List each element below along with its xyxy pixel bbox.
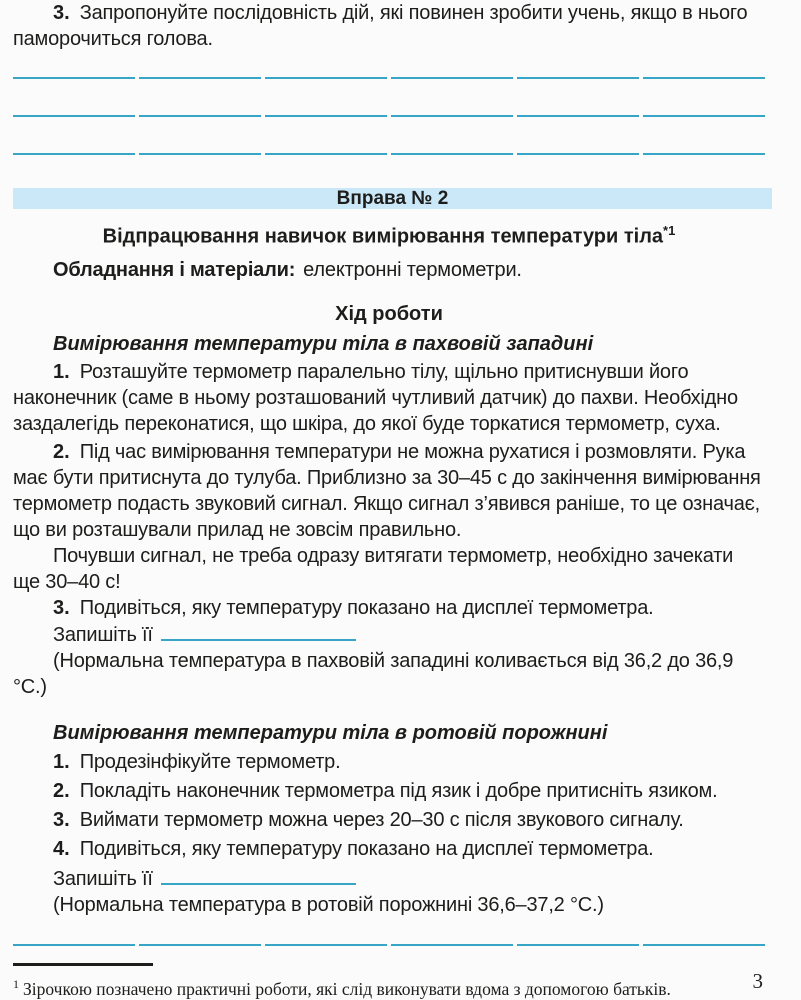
record-write-line bbox=[161, 621, 356, 641]
write-line bbox=[13, 77, 765, 79]
exercise-band-title: Вправа № 2 bbox=[336, 188, 449, 209]
record-label: Запишіть її bbox=[53, 867, 153, 890]
exercise-title bbox=[13, 218, 765, 250]
equipment-line bbox=[13, 257, 765, 283]
step-paragraph bbox=[13, 749, 765, 775]
exercise-band bbox=[13, 188, 772, 209]
step-number: 1. bbox=[53, 750, 70, 773]
step-text: Виймати термометр можна через 20–30 с після звукового сигналу. bbox=[79, 808, 684, 831]
step-number: 2. bbox=[53, 779, 70, 802]
step-paragraph bbox=[13, 359, 765, 437]
step-paragraph bbox=[13, 807, 765, 833]
step-text: Подивіться, яку температуру показано на дисплеї термометра. bbox=[79, 596, 654, 619]
step-text: Покладіть наконечник термометра під язик і добре притисніть язиком. bbox=[79, 779, 718, 802]
record-write-line bbox=[161, 865, 356, 885]
step-text: Розташуйте термометр паралельно тілу, щільно притиснувши його наконечник (саме в ньому розташований чутливий датчик) до пахви. Необхідно заздалегідь переконатися, що шкіра, до якої буде торкатися термометр, суха. bbox=[13, 360, 738, 435]
step-number: 3. bbox=[53, 808, 70, 831]
procedure-heading: Хід роботи bbox=[335, 302, 443, 325]
step-paragraph bbox=[13, 595, 765, 621]
exercise-title-text: Відпрацювання навичок вимірювання температури тіла bbox=[102, 225, 664, 248]
intro-task-paragraph bbox=[13, 0, 765, 52]
note-paragraph: Почувши сигнал, не треба одразу витягати термометр, необхідно зачекати ще 30–40 с! bbox=[13, 544, 734, 593]
intro-task-number: 3. bbox=[53, 2, 70, 24]
footnote bbox=[13, 973, 765, 1000]
section-heading-mouth: Вимірювання температури тіла в ротовій порожнині bbox=[53, 721, 608, 744]
step-text: Продезінфікуйте термометр. bbox=[79, 750, 341, 773]
footnote-text: Зірочкою позначено практичні роботи, які слід виконувати вдома з допомогою батьків. bbox=[23, 978, 671, 999]
step-text: Під час вимірювання температури не можна рухатися і розмовляти. Рука має бути притиснута до тулуба. Приблизно за 30–45 с до закінчення вимірювання термометр подасть звуковий сигнал. Якщо сигнал з’явився раніше, то це означає, що ви розташували прилад не зовсім правильно. bbox=[13, 440, 761, 541]
step-text: Подивіться, яку температуру показано на дисплеї термометра. bbox=[79, 837, 654, 860]
section-heading-armpit: Вимірювання температури тіла в пахвовій западині bbox=[53, 332, 594, 355]
write-line bbox=[13, 944, 765, 946]
intro-task-text: Запропонуйте послідовність дій, які повинен зробити учень, якщо в нього паморочиться голова. bbox=[13, 2, 748, 50]
equipment-label: Обладнання і матеріали: bbox=[53, 258, 296, 281]
normal-range-note: (Нормальна температура в пахвовій западині коливається від 36,2 до 36,9 °C.) bbox=[13, 649, 734, 698]
step-number: 3. bbox=[53, 596, 70, 619]
page-number: 3 bbox=[752, 969, 763, 993]
record-label: Запишіть її bbox=[53, 623, 153, 646]
write-line bbox=[13, 115, 765, 117]
footnote-marker: 1 bbox=[13, 976, 19, 991]
record-line bbox=[13, 621, 765, 648]
normal-range-note: (Нормальна температура в ротовій порожнині 36,6–37,2 °C.) bbox=[53, 893, 604, 916]
step-paragraph bbox=[13, 836, 765, 862]
step-paragraph bbox=[13, 439, 765, 543]
record-line bbox=[13, 865, 765, 892]
step-number: 1. bbox=[53, 360, 70, 383]
step-number: 2. bbox=[53, 440, 70, 463]
step-paragraph bbox=[13, 778, 765, 804]
step-number: 4. bbox=[53, 837, 70, 860]
write-line bbox=[13, 153, 765, 155]
equipment-value: електронні термометри. bbox=[303, 258, 522, 281]
footnote-rule bbox=[13, 963, 153, 966]
title-footnote-marker: *1 bbox=[663, 223, 676, 238]
